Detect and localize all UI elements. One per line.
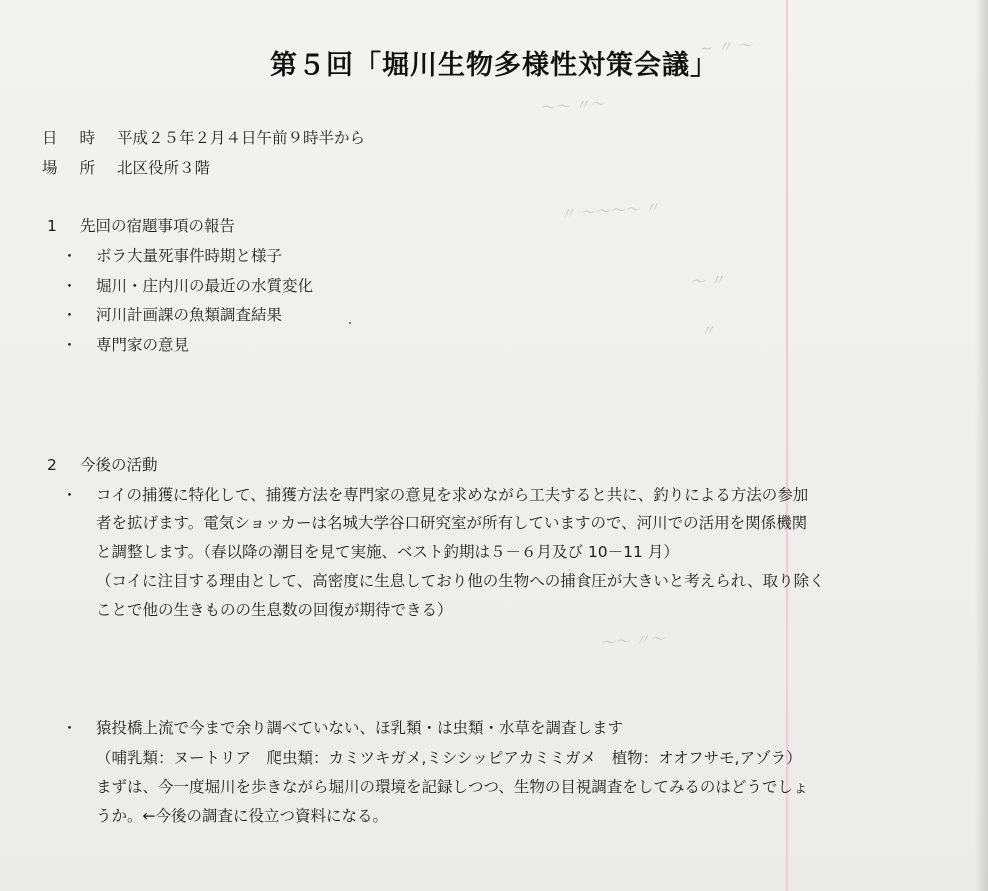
page-title: 第５回「堀川生物多様性対策会議」	[270, 50, 718, 81]
date-line	[42, 128, 365, 148]
place-label: 場所	[42, 159, 118, 177]
bullet-symbol: ・	[62, 277, 78, 295]
paragraph-line: 猿投橋上流で今まで余り調べていない、ほ乳類・は虫類・水草を調査します	[96, 719, 624, 737]
paragraph-line: （哺乳類：ヌートリア 爬虫類：カミツキガメ,ミシシッピアカミミガメ 植物：オオフサモ,アゾラ）	[96, 749, 802, 767]
list-item: 河川計画課の魚類調査結果	[96, 306, 283, 324]
date-label: 日時	[42, 129, 118, 147]
bullet-symbol: ・	[62, 336, 78, 354]
place-line	[42, 158, 210, 178]
document-page: ~ 〃 〜 〜〜 〃〜 〃 〜〜〜〜 〃 〜 〃 〃 〜〜 〃〜 第５回「堀川生物多様性対策会議」 日時平成２５年２月４日午前９時半から 場所北区役所３階 1 先回の宿題事項の報告 ・ ボラ大量死事件時期と様子 ・ 堀川・庄内川の最近の水質変化 ・ 河川計画課の魚類調査結果 ・ 専門家の意見 2 今後の活動 ・ コイの捕獲に特化して、捕獲方法を専門家の意見を求めながら工夫すると共に、釣りによる方法の参加 者を拡げます。電気ショッカーは名城大学谷口研究室が所有していますので、河川での活用を関係機関 と調整します。（春以降の潮目を見て実施、ベスト釣期は５－６月及び 10－11 月） （コイに注目する理由として、高密度に生息しており他の生物への捕食圧が大きいと考えられ、取り除く ことで他の生きものの生息数の回復が期待できる） ・ 猿投橋上流で今まで余り調べていない、ほ乳類・は虫類・水草を調査します （哺乳類：ヌートリア 爬虫類：カミツキガメ,ミシシッピアカミミガメ 植物：オオフサモ,アゾラ） まずは、今一度堀川を歩きながら堀川の環境を記録しつつ、生物の目視調査をしてみるのはどうでしょ うか。←今後の調査に役立つ資料になる。	[0, 0, 988, 891]
bullet-symbol: ・	[62, 247, 78, 265]
paragraph-line: ことで他の生きものの生息数の回復が期待できる）	[96, 601, 453, 619]
place-value: 北区役所３階	[117, 159, 211, 177]
paragraph-line: 者を拡げます。電気ショッカーは名城大学谷口研究室が所有していますので、河川での活用を関係機関	[96, 514, 808, 532]
list-item: ボラ大量死事件時期と様子	[96, 247, 283, 265]
page-edge	[975, 0, 988, 891]
paragraph-line: と調整します。（春以降の潮目を見て実施、ベスト釣期は５－６月及び 10－11 月）	[96, 543, 679, 561]
section2-heading: 今後の活動	[80, 456, 158, 474]
paragraph-line: まずは、今一度堀川を歩きながら堀川の環境を記録しつつ、生物の目視調査をしてみるのはどうでしょ	[96, 778, 809, 796]
bullet-symbol: ・	[62, 306, 78, 324]
section2-number: 2	[47, 456, 57, 474]
list-item: 専門家の意見	[96, 336, 190, 354]
paragraph-line: うか。←今後の調査に役立つ資料になる。	[96, 807, 388, 825]
paragraph-line: コイの捕獲に特化して、捕獲方法を専門家の意見を求めながら工夫すると共に、釣りによる方法の参加	[96, 486, 809, 504]
paragraph-line: （コイに注目する理由として、高密度に生息しており他の生物への捕食圧が大きいと考えられ、取り除く	[96, 572, 825, 590]
bullet-symbol: ・	[62, 486, 78, 504]
bullet-symbol: ・	[62, 719, 78, 737]
section1-heading: 先回の宿題事項の報告	[80, 217, 236, 235]
stray-dot	[349, 322, 351, 324]
list-item: 堀川・庄内川の最近の水質変化	[96, 277, 314, 295]
date-value: 平成２５年２月４日午前９時半から	[117, 129, 366, 147]
section1-number: 1	[47, 217, 57, 235]
